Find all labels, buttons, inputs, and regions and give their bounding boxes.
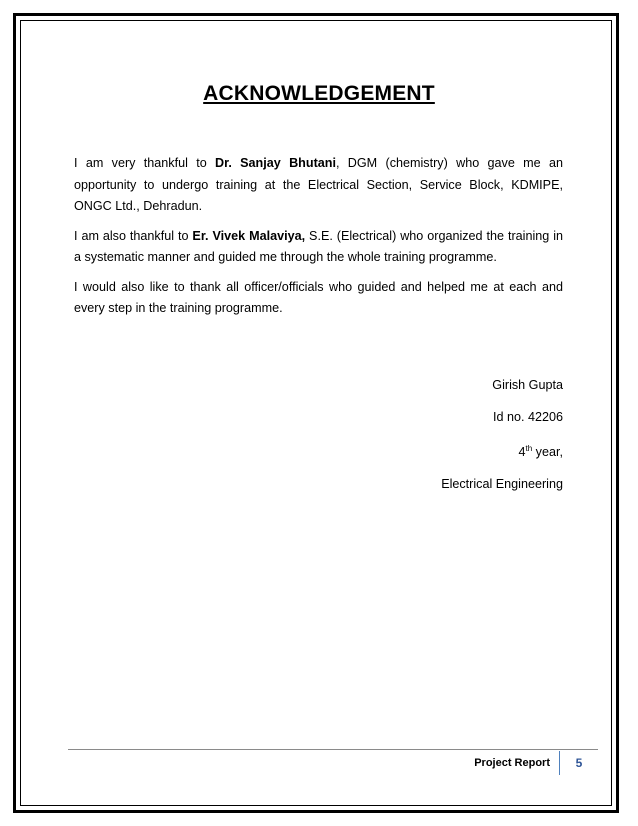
footer-divider [68,749,598,750]
footer-label: Project Report [474,757,550,769]
p2-text-start: I am also thankful to [74,228,193,243]
year-suffix: th [525,444,533,453]
year-number: 4 [518,445,526,460]
signature-department: Electrical Engineering [441,476,563,491]
page-number: 5 [575,756,583,770]
p2-text-end: S.E. (Electrical) who organized the training in a systematic manner and guided me through the whole training programme. [74,228,563,264]
signature-year [441,438,563,464]
year-text: year, [532,445,563,460]
signature-block [441,375,563,505]
signature-id: Id no. 42206 [492,409,563,424]
paragraph-2 [74,226,563,269]
p1-text-end: , DGM (chemistry) who gave me an opportunity to undergo training at the Electrical Section, Service Block, KDMIPE, ONGC Ltd., Dehradun. [74,156,563,213]
p1-name: Dr. Sanjay Bhutani [215,156,336,170]
paragraph-1 [74,153,563,218]
p2-name: Er. Vivek Malaviya, [192,228,306,243]
acknowledgement-body [74,153,563,328]
signature-name: Girish Gupta [492,378,563,392]
p1-text-start: I am very thankful to [74,156,216,170]
paragraph-3: I would also like to thank all officer/officials who guided and helped me at each and every step in the training programme. [74,279,563,315]
page-title: ACKNOWLEDGEMENT [203,82,435,105]
